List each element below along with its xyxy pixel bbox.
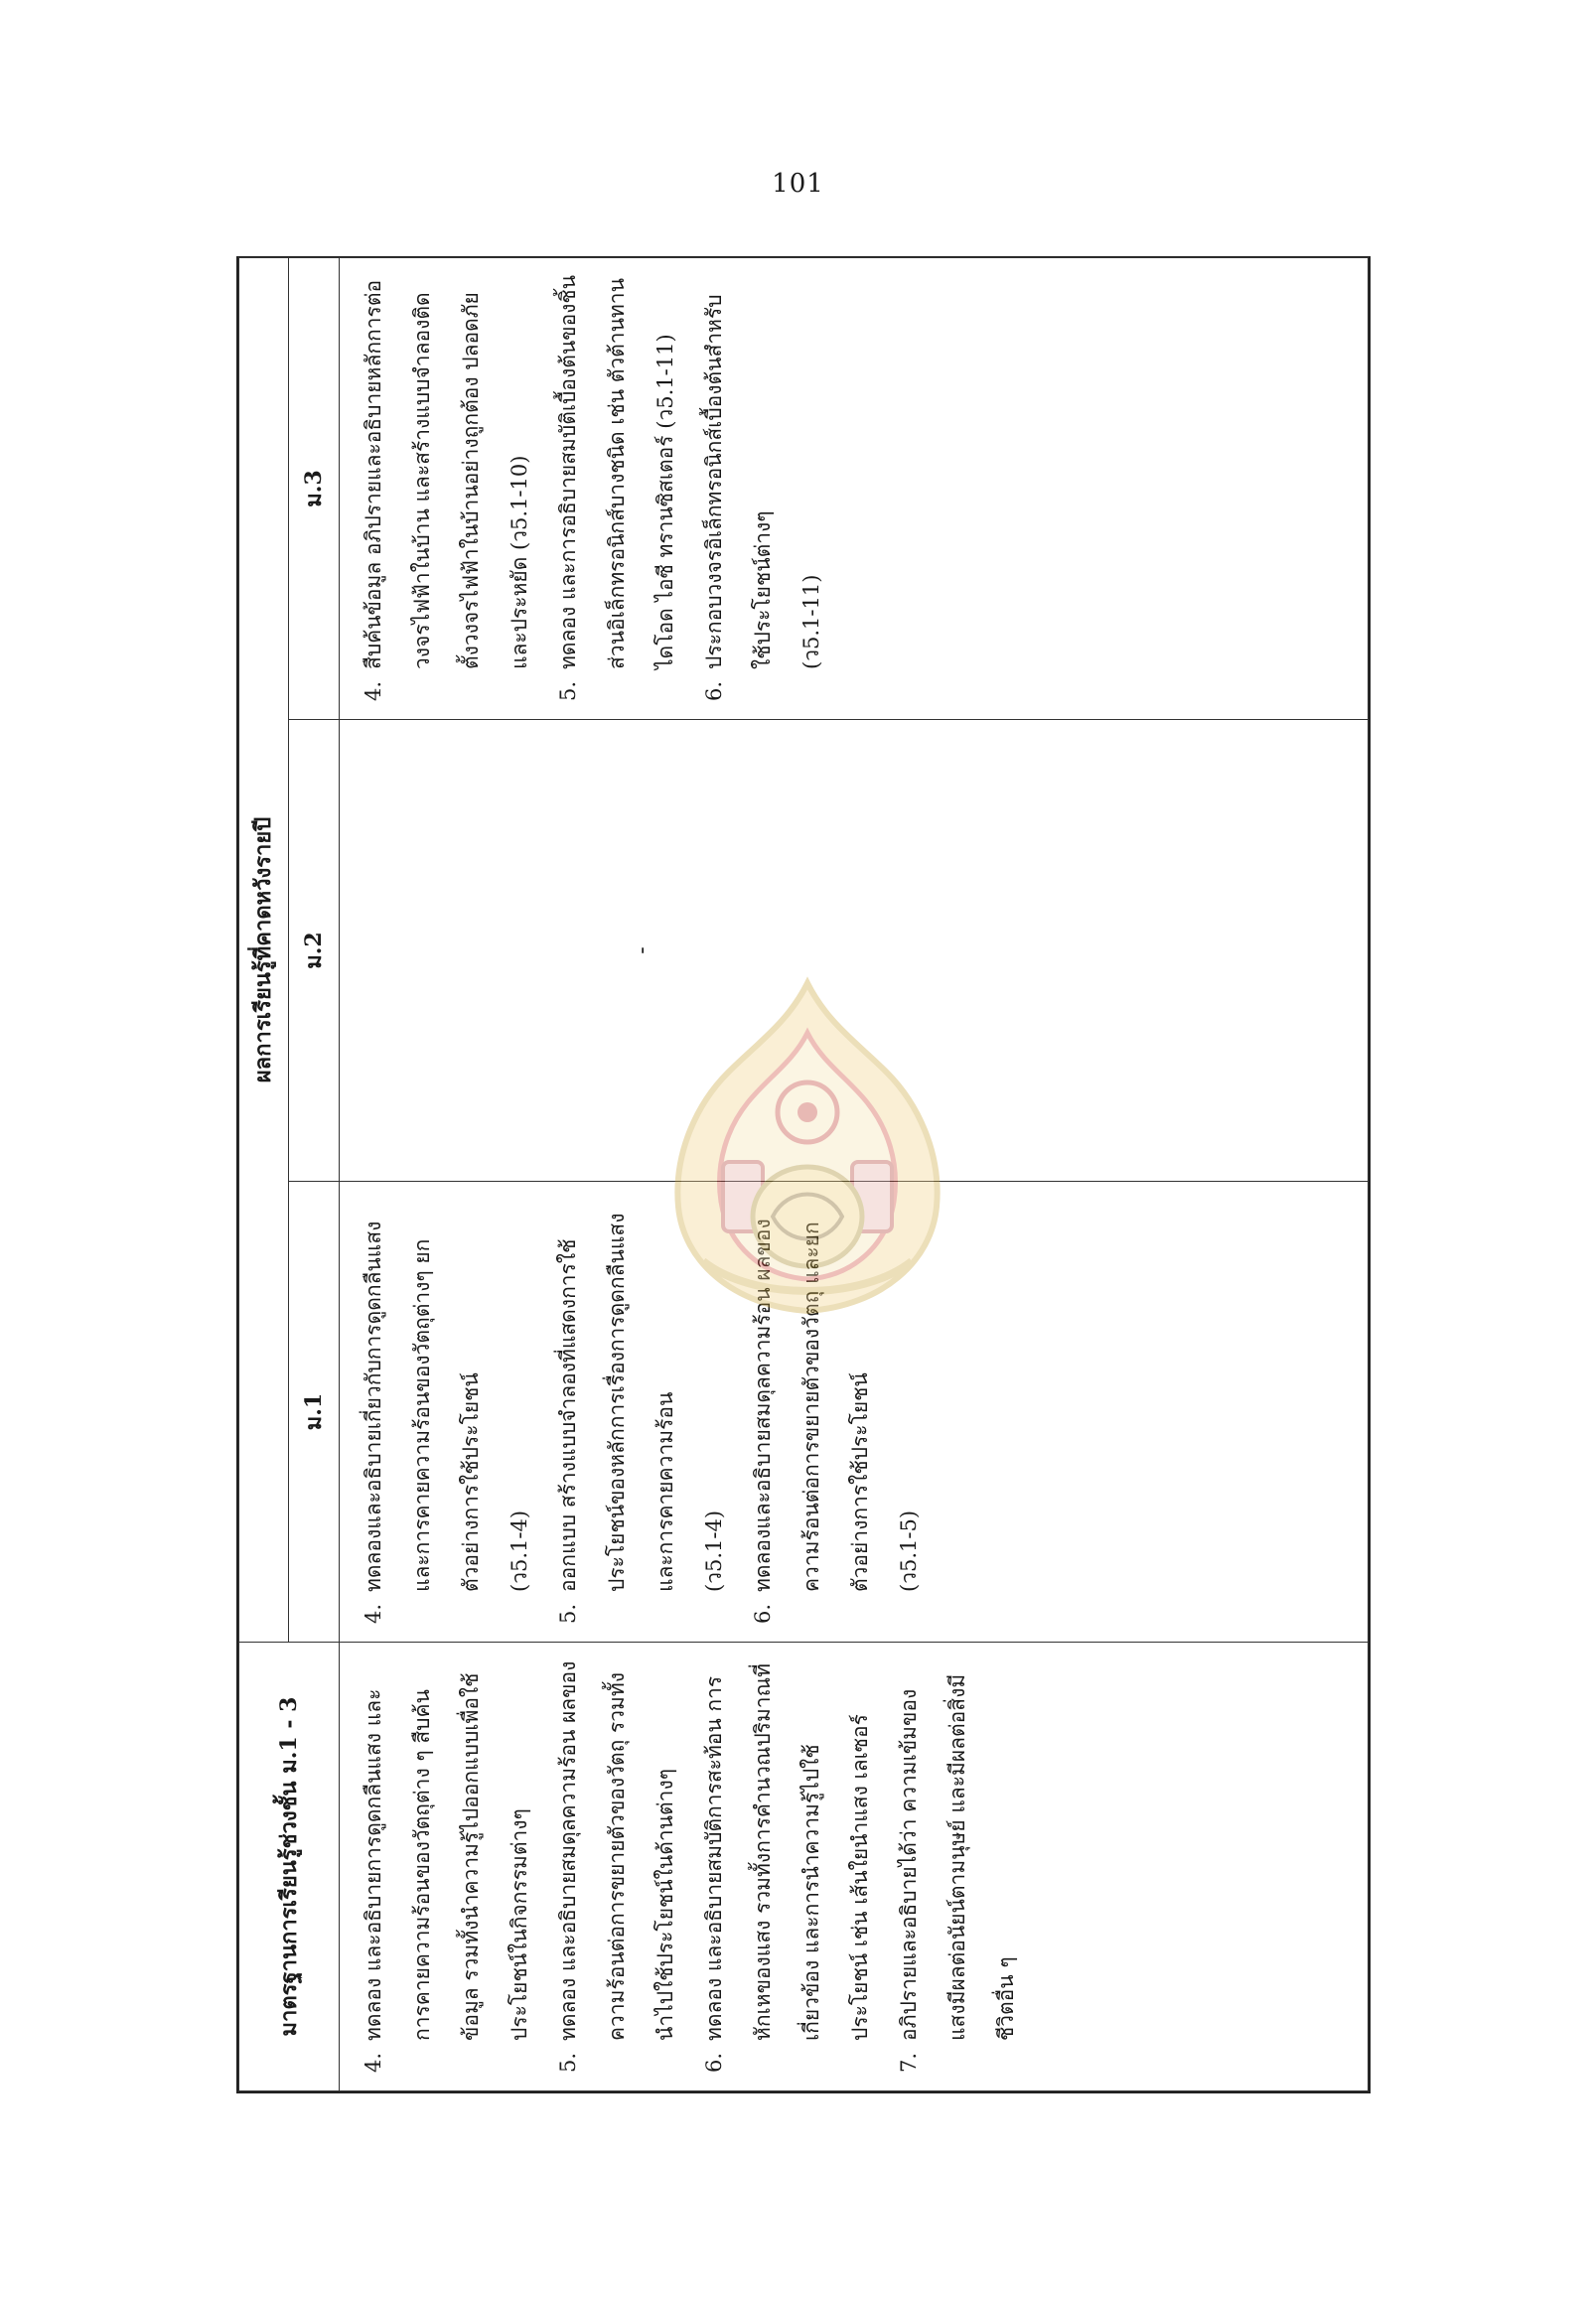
m2-outcomes-cell: [340, 720, 1369, 1182]
header-standards: มาตรฐานการเรียนรู้ช่วงชั้น ม.1 - 3: [239, 1643, 340, 2091]
learning-standards-table: [238, 257, 1369, 2091]
header-grade-m3: ม.3: [289, 257, 340, 719]
list-item: 4. สืบค้นข้อมูล อภิปรายและอธิบายหลักการต่อวงจรไฟฟ้าในบ้าน และสร้างแบบจำลองติดตั้งวงจรไฟฟ้าในบ้านอย่างถูกต้อง ปลอดภัยและประหยัด (ว5.1-10): [362, 279, 531, 701]
list-item: 7. อภิปรายและอธิบายได้ว่า ความเข้มของแสงมีผลต่อนัยน์ตามนุษย์ และมีผลต่อสิ่งมีชีวิตอื่น ๆ: [897, 1673, 1018, 2073]
list-item: 6. ทดลอง และอธิบายสมบัติการสะท้อน การหักเหของแสง รวมทั้งการคำนวณปริมาณที่เกี่ยวข้อง และการนำความรู้ไปใช้ประโยชน์ เช่น เส้นใยนำแสง เลเซอร์: [702, 1663, 872, 2073]
list-item: 4. ทดลองและอธิบายเกี่ยวกับการดูดกลืนแสงและการคายความร้อนของวัตถุต่างๆ ยกตัวอย่างการใช้ประโยชน์ (ว5.1-4): [362, 1221, 531, 1624]
standards-cell: [340, 1643, 1369, 2091]
header-expected-outcomes: ผลการเรียนรู้ที่คาดหวังรายปี: [239, 257, 289, 1642]
m3-outcomes-cell: [340, 257, 1369, 719]
list-item: 5. ออกแบบ สร้างแบบจำลองที่แสดงการใช้ประโยชน์ของหลักการเรื่องการดูดกลืนแสงและการคายความร้อน (ว5.1-4): [556, 1213, 726, 1624]
list-item: 6. ประกอบวงจรอิเล็กทรอนิกส์เบื้องต้นสำหรับใช้ประโยชน์ต่างๆ (ว5.1-11): [702, 294, 823, 701]
header-grade-m2: ม.2: [289, 720, 340, 1182]
empty-dash: -: [630, 946, 654, 954]
list-item: 4. ทดลอง และอธิบายการดูดกลืนแสง และการคายความร้อนของวัตถุต่าง ๆ สืบค้นข้อมูล รวมทั้งนำความรู้ไปออกแบบเพื่อใช้ประโยชน์ในกิจกรรมต่างๆ: [362, 1672, 531, 2073]
header-grade-m1: ม.1: [289, 1182, 340, 1643]
m1-outcomes-cell: [340, 1182, 1369, 1643]
rotated-table-frame: [236, 256, 1371, 2093]
list-item: 5. ทดลอง และการอธิบายสมบัติเบื้องต้นของชิ้นส่วนอิเล็กทรอนิกส์บางชนิด เช่น ตัวต้านทาน ไดโอด ไอซี ทรานซิสเตอร์ (ว5.1-11): [556, 274, 677, 701]
list-item: 6. ทดลองและอธิบายสมดุลความร้อน ผลของความร้อนต่อการขยายตัวของวัตถุ และยกตัวอย่างการใช้ประโยชน์ (ว5.1-5): [751, 1219, 921, 1624]
page-number: 101: [772, 169, 824, 199]
rotated-table-content: [238, 258, 1369, 2091]
list-item: 5. ทดลอง และอธิบายสมดุลความร้อน ผลของความร้อนต่อการขยายตัวของวัตถุ รวมทั้งนำไปใช้ประโยชน์ในด้านต่างๆ: [556, 1660, 677, 2073]
